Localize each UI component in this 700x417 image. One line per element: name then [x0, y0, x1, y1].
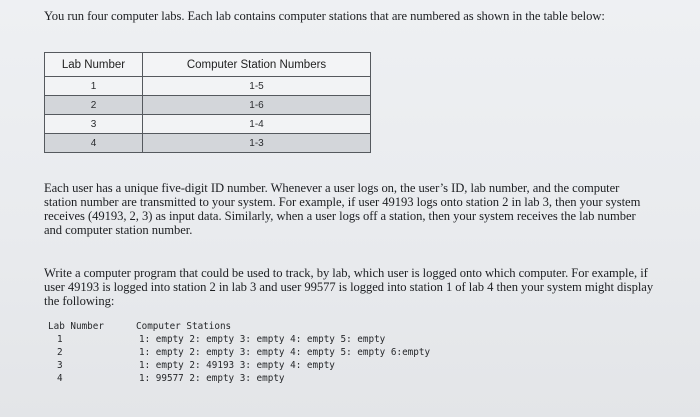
header-station-numbers: Computer Station Numbers	[143, 53, 371, 77]
output-header-lab: Lab Number	[48, 321, 104, 332]
intro-paragraph: You run four computer labs. Each lab contains computer stations that are numbered as shown in the table below:	[44, 9, 605, 23]
lab-number-cell: 4	[45, 134, 143, 153]
output-lab-number: 1	[57, 334, 63, 345]
task-paragraph: Write a computer program that could be used to track, by lab, which user is logged onto which computer. For example, if user 49193 is logged into station 2 in lab 3 and user 99577 is logged into station 1 of lab 4 then your system might display the following:	[44, 266, 654, 308]
output-header-stations: Computer Stations	[136, 321, 232, 332]
table-row	[45, 77, 371, 96]
output-lab-number: 3	[57, 360, 63, 371]
output-lab-number: 4	[57, 373, 63, 384]
table-header-row	[45, 53, 371, 77]
station-range-cell: 1-5	[143, 77, 371, 96]
output-lab-number: 2	[57, 347, 63, 358]
output-row: 1: empty 2: 49193 3: empty 4: empty	[139, 360, 335, 371]
lab-number-cell: 3	[45, 115, 143, 134]
header-lab-number: Lab Number	[45, 53, 143, 77]
station-range-cell: 1-4	[143, 115, 371, 134]
lab-stations-table	[44, 52, 371, 153]
station-range-cell: 1-6	[143, 96, 371, 115]
output-row: 1: empty 2: empty 3: empty 4: empty 5: empty 6:empty	[139, 347, 431, 358]
table-row	[45, 115, 371, 134]
output-row: 1: 99577 2: empty 3: empty	[139, 373, 285, 384]
description-paragraph: Each user has a unique five-digit ID number. Whenever a user logs on, the user’s ID, lab number, and the computer station number are transmitted to your system. For example, if user 49193 logs onto station 2 in lab 3, then your system receives (49193, 2, 3) as input data. Similarly, when a user logs off a station, then your system receives the lab number and computer station number.	[44, 181, 641, 237]
output-row: 1: empty 2: empty 3: empty 4: empty 5: empty	[139, 334, 386, 345]
lab-number-cell: 2	[45, 96, 143, 115]
table-row	[45, 96, 371, 115]
station-range-cell: 1-3	[143, 134, 371, 153]
table-row	[45, 134, 371, 153]
lab-number-cell: 1	[45, 77, 143, 96]
